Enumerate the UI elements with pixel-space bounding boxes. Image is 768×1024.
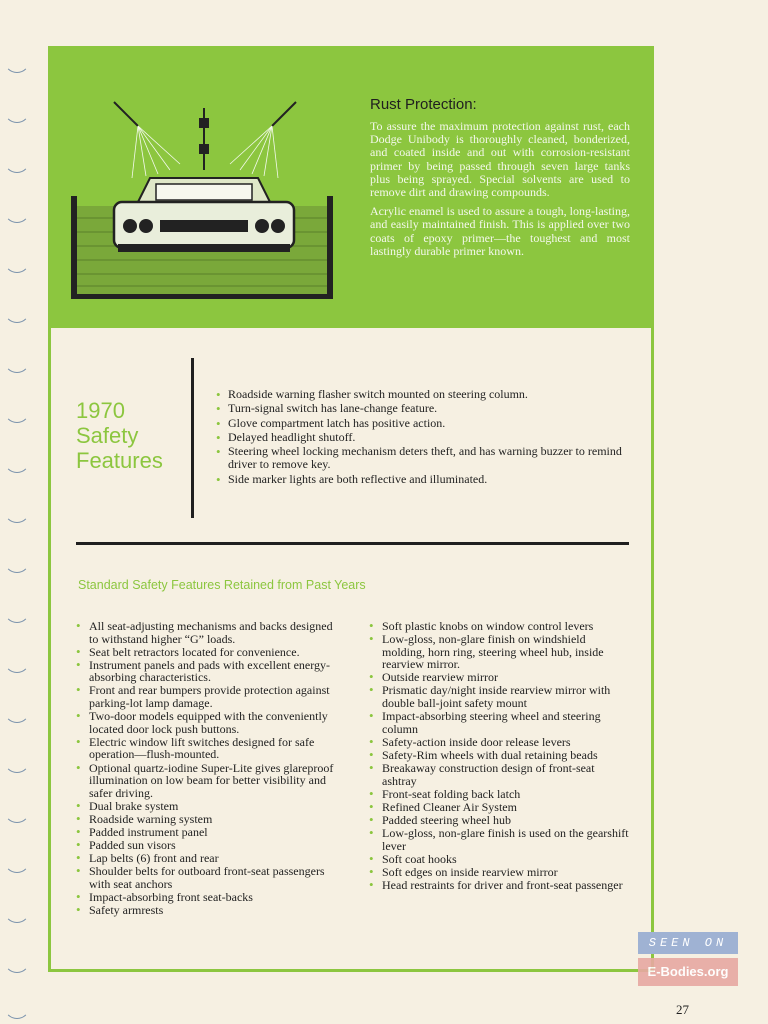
- list-item: • Dual brake system: [76, 800, 342, 813]
- rust-protection-panel: [48, 46, 654, 328]
- list-item: • Refined Cleaner Air System: [369, 801, 631, 814]
- retained-features-right-column: [369, 620, 631, 892]
- rust-paragraph-1: To assure the maximum protection against rust, each Dodge Unibody is thoroughly cleaned, bonderized, and coated inside and out with corrosion-resistant primer by being passed through seven large tanks plus being sprayed. Special solvents are used to remove dirt and drawing compounds.: [370, 119, 630, 200]
- list-item: • Soft plastic knobs on window control levers: [369, 620, 631, 633]
- list-item: • Front-seat folding back latch: [369, 788, 631, 801]
- list-item: • Glove compartment latch has positive action.: [216, 417, 630, 430]
- list-item: • Turn-signal switch has lane-change feature.: [216, 402, 630, 415]
- list-item: • Low-gloss, non-glare finish is used on the gearshift lever: [369, 827, 631, 852]
- list-item: • Impact-absorbing steering wheel and steering column: [369, 710, 631, 735]
- list-item: • Shoulder belts for outboard front-seat passengers with seat anchors: [76, 865, 342, 890]
- safety-features-title: [76, 398, 186, 473]
- watermark-top-text: SEEN ON: [638, 932, 738, 954]
- list-item: • Padded steering wheel hub: [369, 814, 631, 827]
- list-item: • All seat-adjusting mechanisms and backs designed to withstand higher “G” loads.: [76, 620, 342, 645]
- rust-paragraph-2: Acrylic enamel is used to assure a tough, long-lasting, and easily maintained finish. This is applied over two coats of epoxy primer—the toughest and most lastingly durable primer known.: [370, 204, 630, 258]
- list-item: • Steering wheel locking mechanism deters theft, and has warning buzzer to remind driver to remove key.: [216, 445, 630, 472]
- list-item: • Seat belt retractors located for convenience.: [76, 646, 342, 659]
- list-item: • Side marker lights are both reflective and illuminated.: [216, 473, 630, 486]
- car-dip-tank-illustration: [68, 98, 338, 308]
- list-item: • Impact-absorbing front seat-backs: [76, 891, 342, 904]
- list-item: • Optional quartz-iodine Super-Lite gives glareproof illumination on low beam for better visibility and safer driving.: [76, 762, 342, 800]
- list-item: • Padded sun visors: [76, 839, 342, 852]
- list-item: • Low-gloss, non-glare finish on windshield molding, horn ring, steering wheel hub, inside rearview mirror.: [369, 633, 631, 671]
- list-item: • Outside rearview mirror: [369, 671, 631, 684]
- list-item: • Prismatic day/night inside rearview mirror with double ball-joint safety mount: [369, 684, 631, 709]
- watermark-bottom-text: E-Bodies.org: [638, 958, 738, 986]
- retained-features-title: Standard Safety Features Retained from Past Years: [78, 578, 366, 592]
- list-item: • Soft edges on inside rearview mirror: [369, 866, 631, 879]
- list-item: • Safety-Rim wheels with dual retaining beads: [369, 749, 631, 762]
- safety-title-word2: Features: [76, 448, 163, 473]
- list-item: • Two-door models equipped with the conveniently located door lock push buttons.: [76, 710, 342, 735]
- list-item: • Front and rear bumpers provide protection against parking-lot lamp damage.: [76, 684, 342, 709]
- list-item: • Head restraints for driver and front-seat passenger: [369, 879, 631, 892]
- binder-holes: [0, 0, 40, 1024]
- list-item: • Soft coat hooks: [369, 853, 631, 866]
- list-item: • Safety armrests: [76, 904, 342, 917]
- list-item: • Electric window lift switches designed for safe operation—flush-mounted.: [76, 736, 342, 761]
- list-item: • Roadside warning flasher switch mounted on steering column.: [216, 388, 630, 401]
- list-item: • Lap belts (6) front and rear: [76, 852, 342, 865]
- list-item: • Padded instrument panel: [76, 826, 342, 839]
- vertical-divider: [191, 358, 194, 518]
- list-item: • Roadside warning system: [76, 813, 342, 826]
- rust-protection-body: [370, 120, 630, 264]
- safety-title-year: 1970: [76, 398, 125, 423]
- horizontal-divider: [76, 542, 629, 545]
- safety-title-word1: Safety: [76, 423, 139, 448]
- list-item: • Breakaway construction design of front-seat ashtray: [369, 762, 631, 787]
- page-number: 27: [676, 1002, 689, 1017]
- seen-on-watermark: [638, 932, 738, 992]
- retained-features-left-column: [76, 620, 342, 917]
- new-safety-features-list: [216, 388, 630, 487]
- rust-protection-title: Rust Protection:: [370, 96, 477, 113]
- list-item: • Safety-action inside door release levers: [369, 736, 631, 749]
- list-item: • Delayed headlight shutoff.: [216, 431, 630, 444]
- list-item: • Instrument panels and pads with excellent energy-absorbing characteristics.: [76, 659, 342, 684]
